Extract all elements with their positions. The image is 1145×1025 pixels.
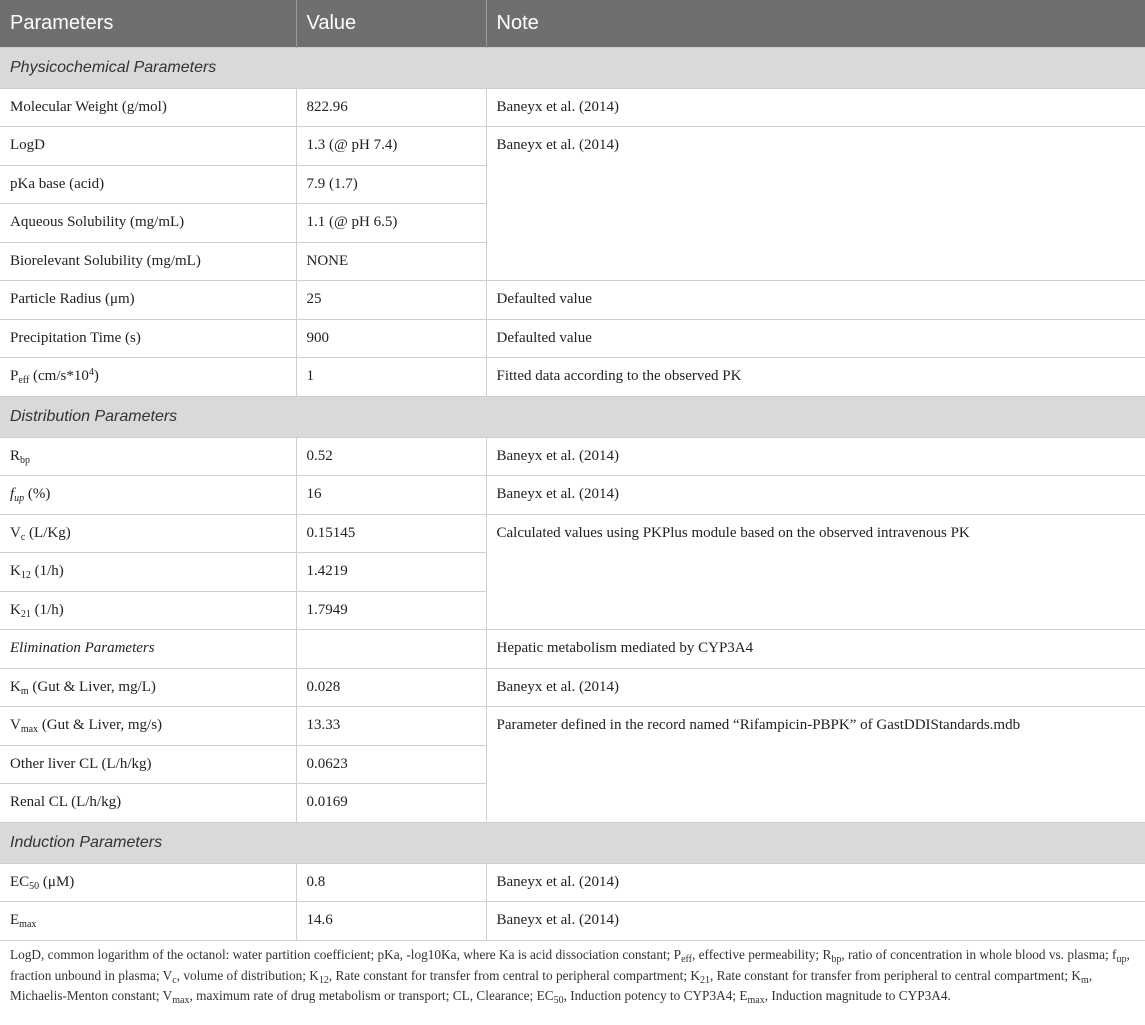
footnote-text: , Induction magnitude to CYP3A4. — [764, 988, 951, 1003]
param-main: E — [10, 912, 20, 928]
note-cell: Baneyx et al. (2014) — [486, 127, 1145, 281]
section-physicochemical: Physicochemical Parameters — [0, 47, 1145, 88]
param-rest: (μM) — [39, 873, 75, 890]
param-subscript: m — [20, 685, 29, 697]
header-note: Note — [486, 0, 1145, 47]
table-footnote — [10, 945, 1135, 1007]
table-row — [0, 281, 1145, 320]
note-cell: Baneyx et al. (2014) — [486, 88, 1145, 127]
param-cell — [0, 514, 296, 553]
note-cell: Defaulted value — [486, 281, 1145, 320]
section-row — [0, 396, 1145, 437]
table-row — [0, 127, 1145, 166]
param-rest: (%) — [24, 486, 51, 502]
param-cell — [0, 437, 296, 476]
table-row — [0, 707, 1145, 746]
footnote-subscript: c — [172, 974, 177, 986]
footnote-subscript: max — [747, 995, 765, 1006]
table-row — [0, 902, 1145, 941]
footnote-text: LogD, common logarithm of the octanol: water partition coefficient; pKa, -log10Ka, where Ka is acid dissociation constant; P — [10, 947, 682, 962]
param-cell: Particle Radius (μm) — [0, 281, 296, 320]
value-cell: 0.0623 — [296, 745, 486, 784]
param-end: ) — [93, 368, 99, 384]
param-superscript: 4 — [88, 367, 94, 378]
value-cell: 1.7949 — [296, 591, 486, 630]
section-row — [0, 47, 1145, 88]
footnote-text: , effective permeability; R — [692, 947, 832, 962]
param-cell: Molecular Weight (g/mol) — [0, 88, 296, 127]
param-main: K — [10, 678, 21, 695]
param-cell — [0, 668, 296, 707]
param-main: K — [10, 563, 21, 579]
param-cell: pKa base (acid) — [0, 165, 296, 204]
note-cell: Parameter defined in the record named “Rifampicin-PBPK” of GastDDIStandards.mdb — [486, 707, 1145, 823]
table-row — [0, 358, 1145, 397]
param-rest: (Gut & Liver, mg/L) — [28, 678, 156, 695]
footnote-text: , volume of distribution; K — [176, 967, 319, 983]
footnote-text: , Michaelis-Menton constant; V — [10, 967, 1093, 1003]
param-subscript: max — [19, 919, 37, 930]
footnote-subscript: up — [1116, 954, 1127, 965]
param-subscript: eff — [18, 375, 30, 386]
param-main: V — [10, 717, 21, 733]
footnote-subscript: 12 — [318, 974, 329, 986]
value-cell: NONE — [296, 242, 486, 281]
param-cell — [0, 902, 296, 941]
value-cell: 0.8 — [296, 863, 486, 902]
table-row — [0, 668, 1145, 707]
value-cell: 13.33 — [296, 707, 486, 746]
param-subscript: max — [20, 724, 39, 735]
param-cell — [0, 863, 296, 902]
value-cell: 25 — [296, 281, 486, 320]
param-cell: Renal CL (L/h/kg) — [0, 784, 296, 823]
footnote-subscript: m — [1081, 974, 1089, 986]
param-main: P — [10, 368, 19, 384]
param-rest: (1/h) — [30, 563, 64, 579]
param-cell — [0, 358, 296, 397]
section-elimination: Elimination Parameters — [0, 630, 296, 669]
value-cell: 900 — [296, 319, 486, 358]
param-cell: LogD — [0, 127, 296, 166]
value-cell — [296, 630, 486, 669]
section-induction: Induction Parameters — [0, 822, 1145, 863]
param-cell: Precipitation Time (s) — [0, 319, 296, 358]
footnote-text: , maximum rate of drug metabolism or transport; CL, Clearance; EC — [189, 988, 554, 1003]
value-cell: 0.028 — [296, 668, 486, 707]
footnote-text: , Rate constant for transfer from peripheral to central compartment; K — [709, 967, 1082, 983]
value-cell: 1.4219 — [296, 553, 486, 592]
footnote-text: , Induction potency to CYP3A4; E — [563, 988, 748, 1003]
param-rest: (cm/s*10 — [29, 368, 89, 384]
value-cell: 0.0169 — [296, 784, 486, 823]
param-cell: Biorelevant Solubility (mg/mL) — [0, 242, 296, 281]
value-cell: 16 — [296, 476, 486, 515]
footnote-text: , fraction unbound in plasma; V — [10, 947, 1130, 983]
footnote-subscript: max — [172, 995, 190, 1006]
param-rest: (1/h) — [30, 601, 64, 618]
value-cell: 0.52 — [296, 437, 486, 476]
section-distribution: Distribution Parameters — [0, 396, 1145, 437]
param-rest: (L/Kg) — [25, 524, 71, 541]
note-cell: Fitted data according to the observed PK — [486, 358, 1145, 397]
table-row — [0, 476, 1145, 515]
note-cell: Calculated values using PKPlus module based on the observed intravenous PK — [486, 514, 1145, 630]
param-cell — [0, 553, 296, 592]
note-cell: Hepatic metabolism mediated by CYP3A4 — [486, 630, 1145, 669]
footnote-subscript: 50 — [553, 995, 564, 1006]
param-cell — [0, 591, 296, 630]
param-main: V — [10, 524, 21, 541]
footnote-subscript: bp — [831, 954, 842, 965]
section-row — [0, 822, 1145, 863]
param-cell: Other liver CL (L/h/kg) — [0, 745, 296, 784]
param-main: K — [10, 601, 21, 618]
table-row — [0, 88, 1145, 127]
value-cell: 7.9 (1.7) — [296, 165, 486, 204]
param-subscript: up — [14, 493, 25, 504]
value-cell: 1.1 (@ pH 6.5) — [296, 204, 486, 243]
note-cell: Baneyx et al. (2014) — [486, 902, 1145, 941]
footnote-text: , ratio of concentration in whole blood vs. plasma; f — [841, 947, 1117, 962]
param-subscript: c — [20, 531, 26, 543]
header-value: Value — [296, 0, 486, 47]
table-row — [0, 514, 1145, 553]
value-cell: 0.15145 — [296, 514, 486, 553]
param-rest: (Gut & Liver, mg/s) — [38, 717, 163, 733]
param-subscript: 21 — [20, 608, 31, 620]
table-row — [0, 630, 1145, 669]
table-row — [0, 437, 1145, 476]
param-cell: Aqueous Solubility (mg/mL) — [0, 204, 296, 243]
table-row — [0, 863, 1145, 902]
footnote-subscript: eff — [681, 954, 692, 965]
table-row — [0, 319, 1145, 358]
value-cell: 1 — [296, 358, 486, 397]
header-row — [0, 0, 1145, 47]
param-main: R — [10, 447, 21, 464]
value-cell: 14.6 — [296, 902, 486, 941]
param-main: EC — [10, 873, 30, 890]
param-cell — [0, 476, 296, 515]
param-subscript: 12 — [20, 570, 31, 581]
note-cell: Baneyx et al. (2014) — [486, 476, 1145, 515]
footnote-text: , Rate constant for transfer from central to peripheral compartment; K — [328, 967, 700, 983]
note-cell: Baneyx et al. (2014) — [486, 437, 1145, 476]
footnote-subscript: 21 — [699, 974, 710, 986]
param-cell — [0, 707, 296, 746]
param-subscript: 50 — [29, 880, 40, 892]
header-parameters: Parameters — [0, 0, 296, 47]
note-cell: Baneyx et al. (2014) — [486, 668, 1145, 707]
param-subscript: bp — [20, 454, 31, 466]
param-main: f — [10, 486, 15, 502]
note-cell: Defaulted value — [486, 319, 1145, 358]
value-cell: 822.96 — [296, 88, 486, 127]
note-cell: Baneyx et al. (2014) — [486, 863, 1145, 902]
value-cell: 1.3 (@ pH 7.4) — [296, 127, 486, 166]
